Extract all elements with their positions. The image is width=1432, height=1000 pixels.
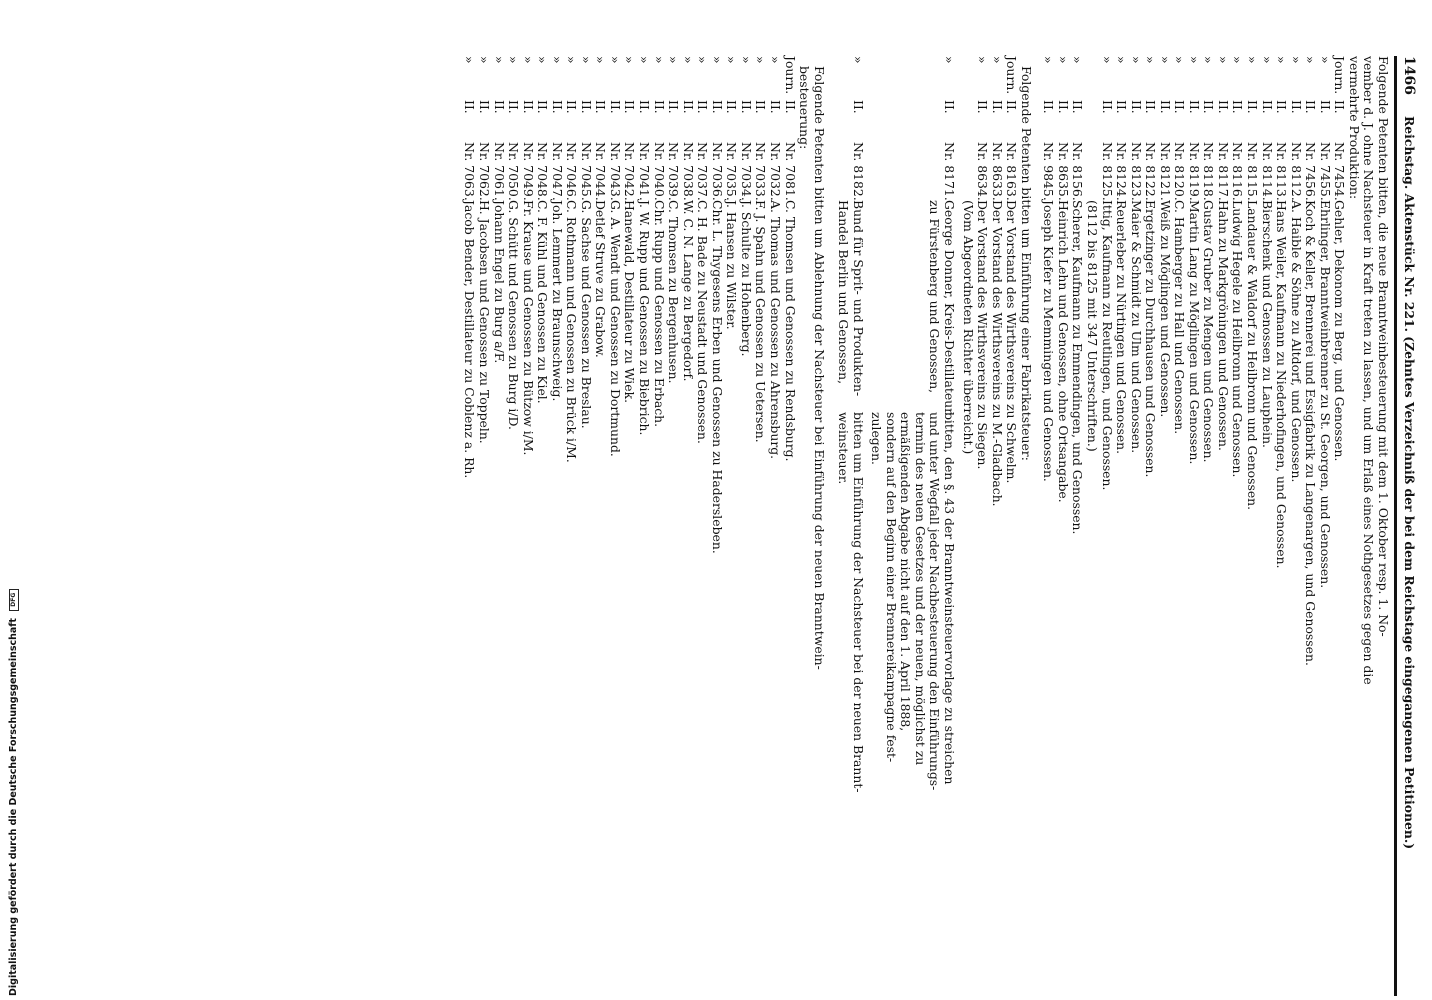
petitioner: (8112 bis 8125 mit 347 Unterschriften.): [1085, 200, 1100, 452]
petition-number: Nr. 7046.: [564, 142, 580, 201]
petitioner: Der Vorstand des Wirthsvereins zu M.-Gladbach.: [989, 200, 1005, 507]
journal-label: »: [1186, 56, 1202, 64]
petition-entry: [695, 56, 709, 996]
petition-entry: [942, 56, 956, 996]
journal-label: »: [637, 56, 653, 64]
petition-entry: [1245, 56, 1259, 996]
petition-entry: [1041, 56, 1055, 996]
department: II.: [637, 100, 653, 114]
department: II.: [1303, 100, 1319, 114]
petition-entry-cont: [836, 56, 850, 996]
request-text: bitten um Einführung der Nachsteuer bei der neuen Brannt-: [850, 412, 866, 793]
department: II.: [607, 100, 623, 114]
journal-label: »: [1157, 56, 1173, 64]
petition-entry: [1201, 56, 1215, 996]
petition-number: Nr. 7040.: [651, 142, 667, 201]
journal-label: »: [1070, 56, 1086, 64]
petition-entry-cont: [898, 56, 912, 996]
petition-entry: [724, 56, 738, 996]
department: II.: [1041, 100, 1057, 114]
petitioner: J. Schulte zu Hohenberg.: [738, 200, 754, 357]
department: II.: [1114, 100, 1130, 114]
journal-label: »: [535, 56, 551, 64]
journal-label: »: [850, 56, 866, 64]
petition-entry: [1100, 56, 1114, 996]
petitioner: Maier & Schmidt zu Ulm und Genossen.: [1128, 200, 1144, 454]
petition-entry: [768, 56, 782, 996]
petition-entry: [681, 56, 695, 996]
petitioner: Bierschenk und Genossen zu Lauphein.: [1259, 200, 1275, 449]
petitioner: Hans Weiler, Kaufmann zu Niederhofingen, und Genossen.: [1274, 200, 1290, 569]
department: II.: [462, 100, 478, 114]
petition-number: Nr. 7038.: [680, 142, 696, 201]
petitioner: (Vom Abgeordneten Richter überreicht.): [960, 200, 976, 455]
department: II.: [1317, 100, 1333, 114]
petitioner: G. Sachse und Genossen zu Breslau.: [578, 200, 594, 429]
petitioner: Joh. Lemmert zu Braunschweig.: [549, 200, 565, 402]
petition-number: Nr. 7049.: [520, 142, 536, 201]
petition-number: Nr. 7048.: [535, 142, 551, 201]
department: II.: [1157, 100, 1173, 114]
department: II.: [491, 100, 507, 114]
dfg-logo: DFG: [9, 589, 19, 611]
intro-text: Folgende Petenten bitten um Ablehnung der Nachsteuer bei Einführung der neuen Branntwein-: [811, 66, 827, 670]
journal-label: »: [564, 56, 580, 64]
section-text: Folgende Petenten bitten um Einführung einer Fabrikatsteuer:: [1018, 66, 1034, 461]
journal-label: »: [942, 56, 958, 64]
petition-entry: [1085, 56, 1099, 996]
petition-entry: [1303, 56, 1317, 996]
petition-number: Nr. 7036.: [709, 142, 725, 201]
department: II.: [695, 100, 711, 114]
intro-text: vermehrte Produktion:: [1346, 56, 1362, 200]
journal-label: »: [666, 56, 682, 64]
journal-label: »: [549, 56, 565, 64]
department: II.: [724, 100, 740, 114]
journal-label: »: [989, 56, 1005, 64]
petition-number: Nr. 8122.: [1143, 142, 1159, 201]
petitioner: A. Thomas und Genossen zu Ahrensburg.: [768, 200, 783, 460]
petitioner: Heinrich Lehn und Genossen, ohne Ortsangabe.: [1055, 200, 1071, 503]
petitioner: Jacob Bender, Destillateur zu Coblenz a. Rh.: [462, 200, 478, 479]
journal-label: »: [578, 56, 594, 64]
request-text: termin des neuen Gesetzes und der neuen, möglichst zu: [912, 412, 928, 766]
petition-number: Nr. 9845.: [1041, 142, 1057, 201]
petition-number: Nr. 7044.: [593, 142, 609, 201]
petitioner: J. Hansen zu Wilster.: [724, 200, 740, 330]
petition-number: Nr. 7035.: [724, 142, 740, 201]
petition-number: Nr. 8118.: [1201, 142, 1217, 201]
journal-label: »: [1245, 56, 1261, 64]
request-text: weinsteuer.: [836, 412, 852, 485]
petition-number: Nr. 7454.: [1332, 142, 1348, 201]
department: II.: [564, 100, 580, 114]
petitioner: Johann Engel zu Burg a/F.: [491, 200, 507, 364]
department: II.: [989, 100, 1005, 114]
footer-credit: [8, 592, 20, 996]
petition-entry: [851, 56, 865, 996]
page-title: Reichstag. Aktenstück Nr. 221. (Zehntes Verzeichniß der bei dem Reichstage eingegangenen Petitionen.): [1402, 116, 1417, 850]
petition-number: Nr. 7063.: [462, 142, 478, 201]
petition-entry: [492, 56, 506, 996]
page-number: 1466: [1401, 56, 1417, 95]
petitioner: Hahn zu Markgröningen und Genossen.: [1215, 200, 1231, 451]
petition-number: Nr. 8121.: [1157, 142, 1173, 201]
petition-entry: [477, 56, 491, 996]
petition-entry: [1289, 56, 1303, 996]
journal-label: Journ.: [1004, 56, 1020, 95]
petitioner: Gehler, Dekonom zu Berg, und Genossen.: [1332, 200, 1348, 462]
petition-entry: [462, 56, 476, 996]
petition-number: Nr. 7042.: [622, 142, 638, 201]
petitioner: George Donner, Kreis-Destillateur: [942, 200, 958, 415]
department: II.: [1274, 100, 1290, 114]
petition-entry: [608, 56, 622, 996]
journal-label: »: [1274, 56, 1290, 64]
petition-number: Nr. 8634.: [975, 142, 991, 201]
department: II.: [782, 100, 798, 114]
department: II.: [738, 100, 754, 114]
petition-entry: [652, 56, 666, 996]
journal-label: »: [1215, 56, 1231, 64]
intro-text: Folgende Petenten bitten, die neue Branntweinbesteuerung mit dem 1. Oktober resp. 1. No-: [1376, 56, 1391, 637]
journal-label: »: [1143, 56, 1159, 64]
journal-label: »: [680, 56, 696, 64]
department: II.: [1332, 100, 1348, 114]
petition-number: Nr. 8171.: [942, 142, 958, 201]
petition-number: Nr. 8633.: [989, 142, 1005, 201]
department: II.: [680, 100, 696, 114]
petitioner: G. Schütt und Genossen zu Burg i/D.: [506, 200, 522, 430]
department: II.: [753, 100, 769, 114]
journal-label: »: [709, 56, 725, 64]
petition-entry: [1070, 56, 1084, 996]
petition-entry: [1056, 56, 1070, 996]
journal-label: »: [607, 56, 623, 64]
petition-entry: [564, 56, 578, 996]
petition-entry: [535, 56, 549, 996]
department: II.: [1143, 100, 1159, 114]
petition-number: Nr. 8119.: [1186, 142, 1202, 201]
department: II.: [549, 100, 565, 114]
petitioner: Chr. Rupp und Genossen zu Erbach.: [651, 200, 667, 428]
journal-label: »: [651, 56, 667, 64]
petition-entry: [1114, 56, 1128, 996]
intro-paragraph: [1347, 56, 1361, 996]
journal-label: »: [695, 56, 711, 64]
department: II.: [506, 100, 522, 114]
petition-number: Nr. 7050.: [506, 142, 522, 201]
request-text: und unter Wegfall jeder Nachbesteuerung den Einführungs-: [927, 412, 943, 791]
petition-entry: [961, 56, 975, 996]
footer-text: Digitalisierung gefördert durch die Deutsche Forschungsgemeinschaft: [8, 618, 19, 996]
journal-label: »: [506, 56, 522, 64]
petition-entry: [1216, 56, 1230, 996]
petition-entry: [593, 56, 607, 996]
petition-entry: [739, 56, 753, 996]
journal-label: »: [975, 56, 991, 64]
petitioner: zu Fürstenberg und Genossen,: [927, 200, 943, 394]
petitioner: Chr. L. Thygesens Erben und Genossen zu Hadersleben.: [709, 200, 725, 554]
petitioner: J. W. Rupp und Genossen zu Biebrich.: [637, 200, 653, 436]
petition-entry: [1260, 56, 1274, 996]
petition-entry: [1332, 56, 1346, 996]
petition-entry: [975, 56, 989, 996]
petition-number: Nr. 7032.: [768, 142, 783, 201]
petitioner: Bund für Sprit- und Produkten-: [850, 200, 866, 397]
petition-number: Nr. 8163.: [1004, 142, 1020, 201]
journal-label: »: [1128, 56, 1144, 64]
journal-label: »: [738, 56, 754, 64]
petitioner: C. Rothmann und Genossen zu Brück i/M.: [564, 200, 580, 463]
petition-number: Nr. 8124.: [1114, 142, 1130, 201]
petitioner: Joseph Kiefer zu Memmingen und Genossen.: [1041, 200, 1057, 482]
petition-number: Nr. 8113.: [1274, 142, 1290, 201]
petition-number: Nr. 7045.: [578, 142, 594, 201]
petition-number: Nr. 8114.: [1259, 142, 1275, 201]
department: II.: [622, 100, 638, 114]
petition-number: Nr. 7061.: [491, 142, 507, 201]
petitioner: Martin Lang zu Möglingen und Genossen.: [1186, 200, 1202, 465]
journal-label: »: [520, 56, 536, 64]
department: II.: [1245, 100, 1261, 114]
department: II.: [1186, 100, 1202, 114]
department: II.: [1070, 100, 1086, 114]
petitioner: Detlef Struve zu Grabow.: [593, 200, 609, 358]
petitioner: C. F. Kühl und Genossen zu Kiel.: [535, 200, 551, 404]
petition-entry: [1172, 56, 1186, 996]
petition-entry: [1274, 56, 1288, 996]
petition-number: Nr. 7081.: [782, 142, 798, 201]
petition-entry-cont: [884, 56, 898, 996]
petitioner: G. A. Wendt und Genossen zu Dortmund.: [607, 200, 623, 457]
department: II.: [1288, 100, 1304, 114]
petitioner: C. Thomsen zu Bergenhusen.: [666, 200, 682, 384]
petitioner: H. Jacobsen und Genossen zu Toppeln.: [477, 200, 492, 444]
journal-label: »: [462, 56, 478, 64]
petitioner: Ergetzinger zu Durchhausen und Genossen.: [1143, 200, 1159, 478]
journal-label: »: [1041, 56, 1057, 64]
petition-entry: [506, 56, 520, 996]
journal-label: »: [1303, 56, 1319, 64]
petition-entry: [550, 56, 564, 996]
journal-label: »: [1201, 56, 1217, 64]
petition-entry: [1129, 56, 1143, 996]
department: II.: [1215, 100, 1231, 114]
petition-entry: [579, 56, 593, 996]
petition-number: Nr. 7043.: [607, 142, 623, 201]
petition-number: Nr. 8116.: [1230, 142, 1246, 201]
petition-entry: [1004, 56, 1018, 996]
petition-entry: [637, 56, 651, 996]
petition-entry: [1318, 56, 1332, 996]
petition-entry: [1187, 56, 1201, 996]
petitioner: Koch & Keller, Brennerei und Essigfabrik zu Langenargen, und Genossen.: [1303, 200, 1319, 666]
department: II.: [709, 100, 725, 114]
petition-number: Nr. 7062.: [477, 142, 492, 201]
journal-label: »: [593, 56, 609, 64]
journal-label: »: [491, 56, 507, 64]
petitioner: C. Thomsen und Genossen zu Rendsburg.: [782, 200, 798, 462]
department: II.: [520, 100, 536, 114]
petition-number: Nr. 8115.: [1245, 142, 1261, 201]
department: II.: [1055, 100, 1071, 114]
petition-number: Nr. 7039.: [666, 142, 682, 201]
department: II.: [535, 100, 551, 114]
petitioner: Ludwig Hegele zu Heilbronn und Genossen.: [1230, 200, 1246, 478]
petition-number: Nr. 8156.: [1070, 142, 1086, 201]
petition-entry: [623, 56, 637, 996]
petition-number: Nr. 7047.: [549, 142, 565, 201]
petition-entry: [710, 56, 724, 996]
department: II.: [850, 100, 866, 114]
petitioner: C. Hamberger zu Hall und Genossen.: [1172, 200, 1188, 435]
petitioner: Der Vorstand des Wirthsvereins zu Siegen.: [975, 200, 991, 470]
petition-number: Nr. 8182.: [850, 142, 866, 201]
department: II.: [1128, 100, 1144, 114]
department: II.: [942, 100, 958, 114]
petition-number: Nr. 8123.: [1128, 142, 1144, 201]
request-text: bitten, den §. 43 der Branntweinsteuervorlage zu streichen: [942, 412, 958, 785]
petition-number: Nr. 8112.: [1288, 142, 1304, 201]
petition-entry: [1143, 56, 1157, 996]
petitioner: Handel Berlin und Genossen,: [836, 200, 852, 385]
section-heading: [1019, 56, 1033, 996]
journal-label: »: [724, 56, 740, 64]
journal-label: Journ.: [782, 56, 798, 95]
petition-entry: [666, 56, 680, 996]
intro-paragraph: [812, 56, 826, 996]
journal-label: »: [768, 56, 783, 64]
petition-number: Nr. 7456.: [1303, 142, 1319, 201]
journal-label: »: [1230, 56, 1246, 64]
petitioner: Hanewald, Destillateur zu Wiek.: [622, 200, 638, 404]
petitioner: Ittig, Kaufmann zu Reutlingen, und Genossen.: [1099, 200, 1115, 491]
petitioner: Scherer, Kaufmann zu Emmendingen, und Genossen.: [1070, 200, 1086, 535]
department: II.: [1230, 100, 1246, 114]
journal-label: »: [1114, 56, 1130, 64]
request-text: ermäßigenden Abgabe nicht auf den 1. April 1888,: [898, 412, 914, 732]
intro-paragraph: [1361, 56, 1375, 996]
petition-entry-cont: [928, 56, 942, 996]
petitioner: Ehrlinger, Branntweinbrenner zu St. Georgen, und Genossen.: [1317, 200, 1333, 589]
journal-label: »: [1099, 56, 1115, 64]
petition-number: Nr. 8635.: [1055, 142, 1071, 201]
petitioner: Landauer & Waldorf zu Heilbronn und Genossen.: [1245, 200, 1261, 511]
intro-paragraph: [797, 56, 811, 996]
department: II.: [768, 100, 783, 114]
petitioner: Fr. Krause und Genossen zu Bützow i/M.: [520, 200, 536, 456]
petitioner: A. Haible & Söhne zu Altdorf, und Genossen.: [1288, 200, 1304, 483]
journal-label: »: [477, 56, 492, 64]
petitioner: F. J. Spahn und Genossen zu Uetersen.: [753, 200, 769, 443]
petitioner: Weiß zu Möglingen und Genossen.: [1157, 200, 1173, 418]
petition-entry-cont: [869, 56, 883, 996]
petition-number: Nr. 7041.: [637, 142, 653, 201]
journal-label: Journ.: [1332, 56, 1348, 95]
petition-number: Nr. 7033.: [753, 142, 769, 201]
petition-number: Nr. 8117.: [1215, 142, 1231, 201]
petitioner: W. C. N. Lange zu Bergedorf.: [680, 200, 696, 382]
petition-entry-cont: [913, 56, 927, 996]
journal-label: »: [1288, 56, 1304, 64]
petition-number: Nr. 8125.: [1099, 142, 1115, 201]
petition-number: Nr. 8120.: [1172, 142, 1188, 201]
petition-entry: [1158, 56, 1172, 996]
petition-entry: [753, 56, 767, 996]
intro-text: vember d. J. ohne Nachsteuer in Kraft treten zu lassen, und um Erlaß eines Nothgesetzes gegen die: [1361, 56, 1377, 685]
petition-entry: [521, 56, 535, 996]
document-page: [136, 56, 1416, 996]
department: II.: [975, 100, 991, 114]
header-rule: [1394, 56, 1397, 996]
intro-text: besteuerung:: [797, 66, 813, 150]
journal-label: »: [753, 56, 769, 64]
department: II.: [593, 100, 609, 114]
department: II.: [1201, 100, 1217, 114]
journal-label: »: [1259, 56, 1275, 64]
petition-number: Nr. 7037.: [695, 142, 711, 201]
department: II.: [1172, 100, 1188, 114]
request-text: sondern auf den Beginn einer Brennereikampagne fest-: [883, 412, 899, 763]
department: II.: [477, 100, 492, 114]
petition-entry: [1231, 56, 1245, 996]
petition-number: Nr. 7034.: [738, 142, 754, 201]
journal-label: »: [1055, 56, 1071, 64]
journal-label: »: [1317, 56, 1333, 64]
petition-entry: [990, 56, 1004, 996]
petition-number: Nr. 7455.: [1317, 142, 1333, 201]
department: II.: [1099, 100, 1115, 114]
department: II.: [1004, 100, 1020, 114]
department: II.: [1259, 100, 1275, 114]
department: II.: [578, 100, 594, 114]
petitioner: Reuerleber zu Nürtingen und Genossen.: [1114, 200, 1130, 455]
petitioner: C. H. Bade zu Neustadt und Genossen.: [695, 200, 711, 444]
petitioner: Der Vorstand des Wirthsvereins zu Schwelm.: [1004, 200, 1020, 484]
request-text: zulegen.: [869, 412, 885, 465]
petition-entry: [783, 56, 797, 996]
journal-label: »: [622, 56, 638, 64]
page-header: [1402, 56, 1416, 996]
petitioner: Gustav Gruber zu Mengen und Genossen.: [1201, 200, 1217, 463]
journal-label: »: [1172, 56, 1188, 64]
department: II.: [666, 100, 682, 114]
department: II.: [651, 100, 667, 114]
intro-paragraph: [1376, 56, 1390, 996]
